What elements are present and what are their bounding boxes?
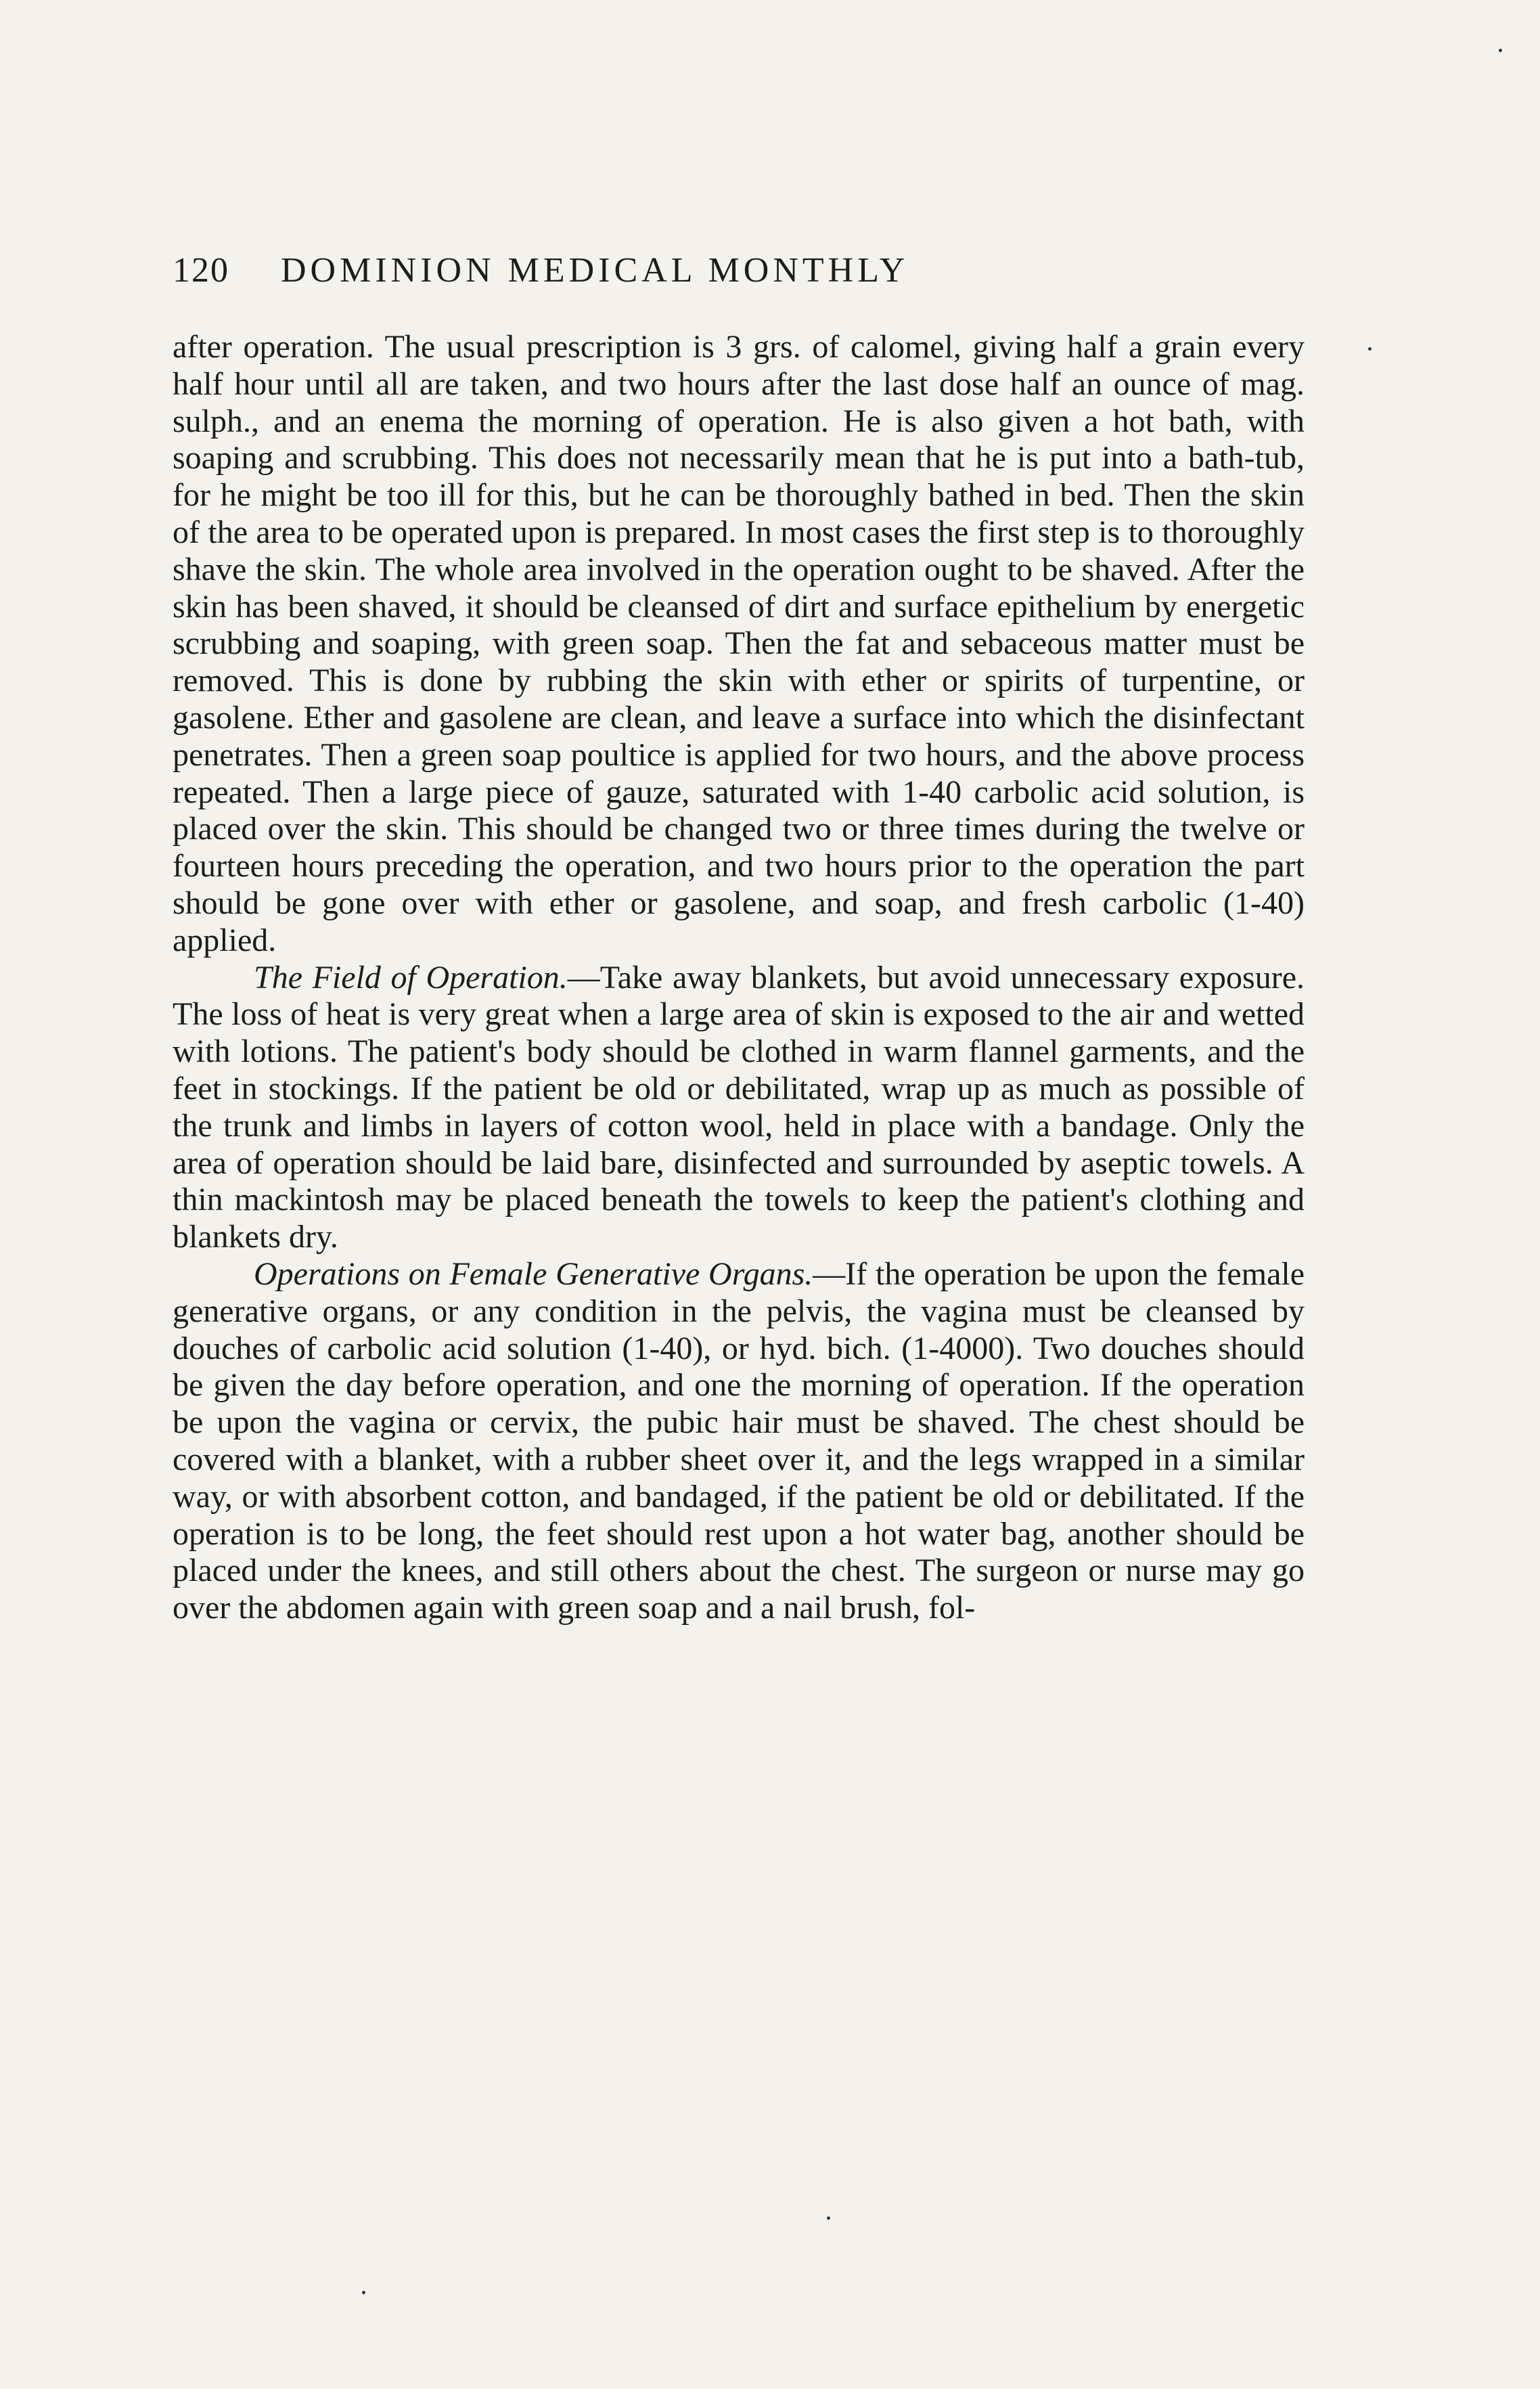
running-head bbox=[173, 250, 1323, 298]
paragraph-text: —Take away blankets, but avoid unnecessary exposure. The loss of heat is very great when a large area of skin is exposed to the air and wetted with lotions. The patient's body should be clothed in warm flannel garments, and the feet in stockings. If the patient be old or debilitated, wrap up as much as possible of the trunk and limbs in layers of cotton wool, held in place with a bandage. Only the area of operation should be laid bare, disinfected and surrounded by aseptic towels. A thin mackintosh may be placed beneath the towels to keep the patient's clothing and blankets dry. bbox=[173, 959, 1305, 1255]
run-in-heading: The Field of Operation. bbox=[254, 959, 568, 996]
paper-speck bbox=[1499, 49, 1502, 52]
body-text bbox=[173, 329, 1305, 1627]
journal-title: DOMINION MEDICAL MONTHLY bbox=[281, 251, 909, 290]
paper-speck bbox=[362, 2291, 365, 2294]
paragraph bbox=[173, 329, 1305, 960]
paper-speck bbox=[827, 2216, 830, 2220]
paragraph-text: after operation. The usual prescription is 3 grs. of calomel, giving half a grain every half hour until all are taken, and two hours after the last dose half an ounce of mag. sulph., and an enema the morning of operation. He is also given a hot bath, with soaping and scrubbing. This does not necessarily mean that he is put into a bath-tub, for he might be too ill for this, but he can be thoroughly bathed in bed. Then the skin of the area to be operated upon is prepared. In most cases the first step is to thoroughly shave the skin. The whole area involved in the operation ought to be shaved. After the skin has been shaved, it should be cleansed of dirt and surface epithelium by energetic scrubbing and soaping, with green soap. Then the fat and sebaceous matter must be removed. This is done by rubbing the skin with ether or spirits of turpentine, or gasolene. Ether and gasolene are clean, and leave a surface into which the disinfectant penetrates. Then a green soap poultice is applied for two hours, and the above process repeated. Then a large piece of gauze, saturated with 1-40 carbolic acid solution, is placed over the skin. This should be changed two or three times during the twelve or fourteen hours preceding the operation, and two hours prior to the operation the part should be gone over with ether or gasolene, and soap, and fresh carbolic (1-40) applied. bbox=[173, 329, 1305, 958]
paragraph bbox=[173, 960, 1305, 1256]
paragraph-text: —If the operation be upon the female generative organs, or any condition in the pelvis, the vagina must be cleansed by douches of carbolic acid solution (1-40), or hyd. bich. (1-4000). Two douches should be given the day before operation, and one the morning of operation. If the operation be upon the vagina or cervix, the pubic hair must be shaved. The chest should be covered with a blanket, with a rubber sheet over it, and the legs wrapped in a similar way, or with absorbent cotton, and bandaged, if the patient be old or debilitated. If the operation is to be long, the feet should rest upon a hot water bag, another should be placed under the knees, and still others about the chest. The surgeon or nurse may go over the abdomen again with green soap and a nail brush, fol- bbox=[173, 1255, 1305, 1626]
page-number: 120 bbox=[173, 251, 229, 290]
paragraph bbox=[173, 1256, 1305, 1627]
run-in-heading: Operations on Female Generative Organs. bbox=[254, 1255, 813, 1292]
paper-speck bbox=[1368, 347, 1372, 351]
